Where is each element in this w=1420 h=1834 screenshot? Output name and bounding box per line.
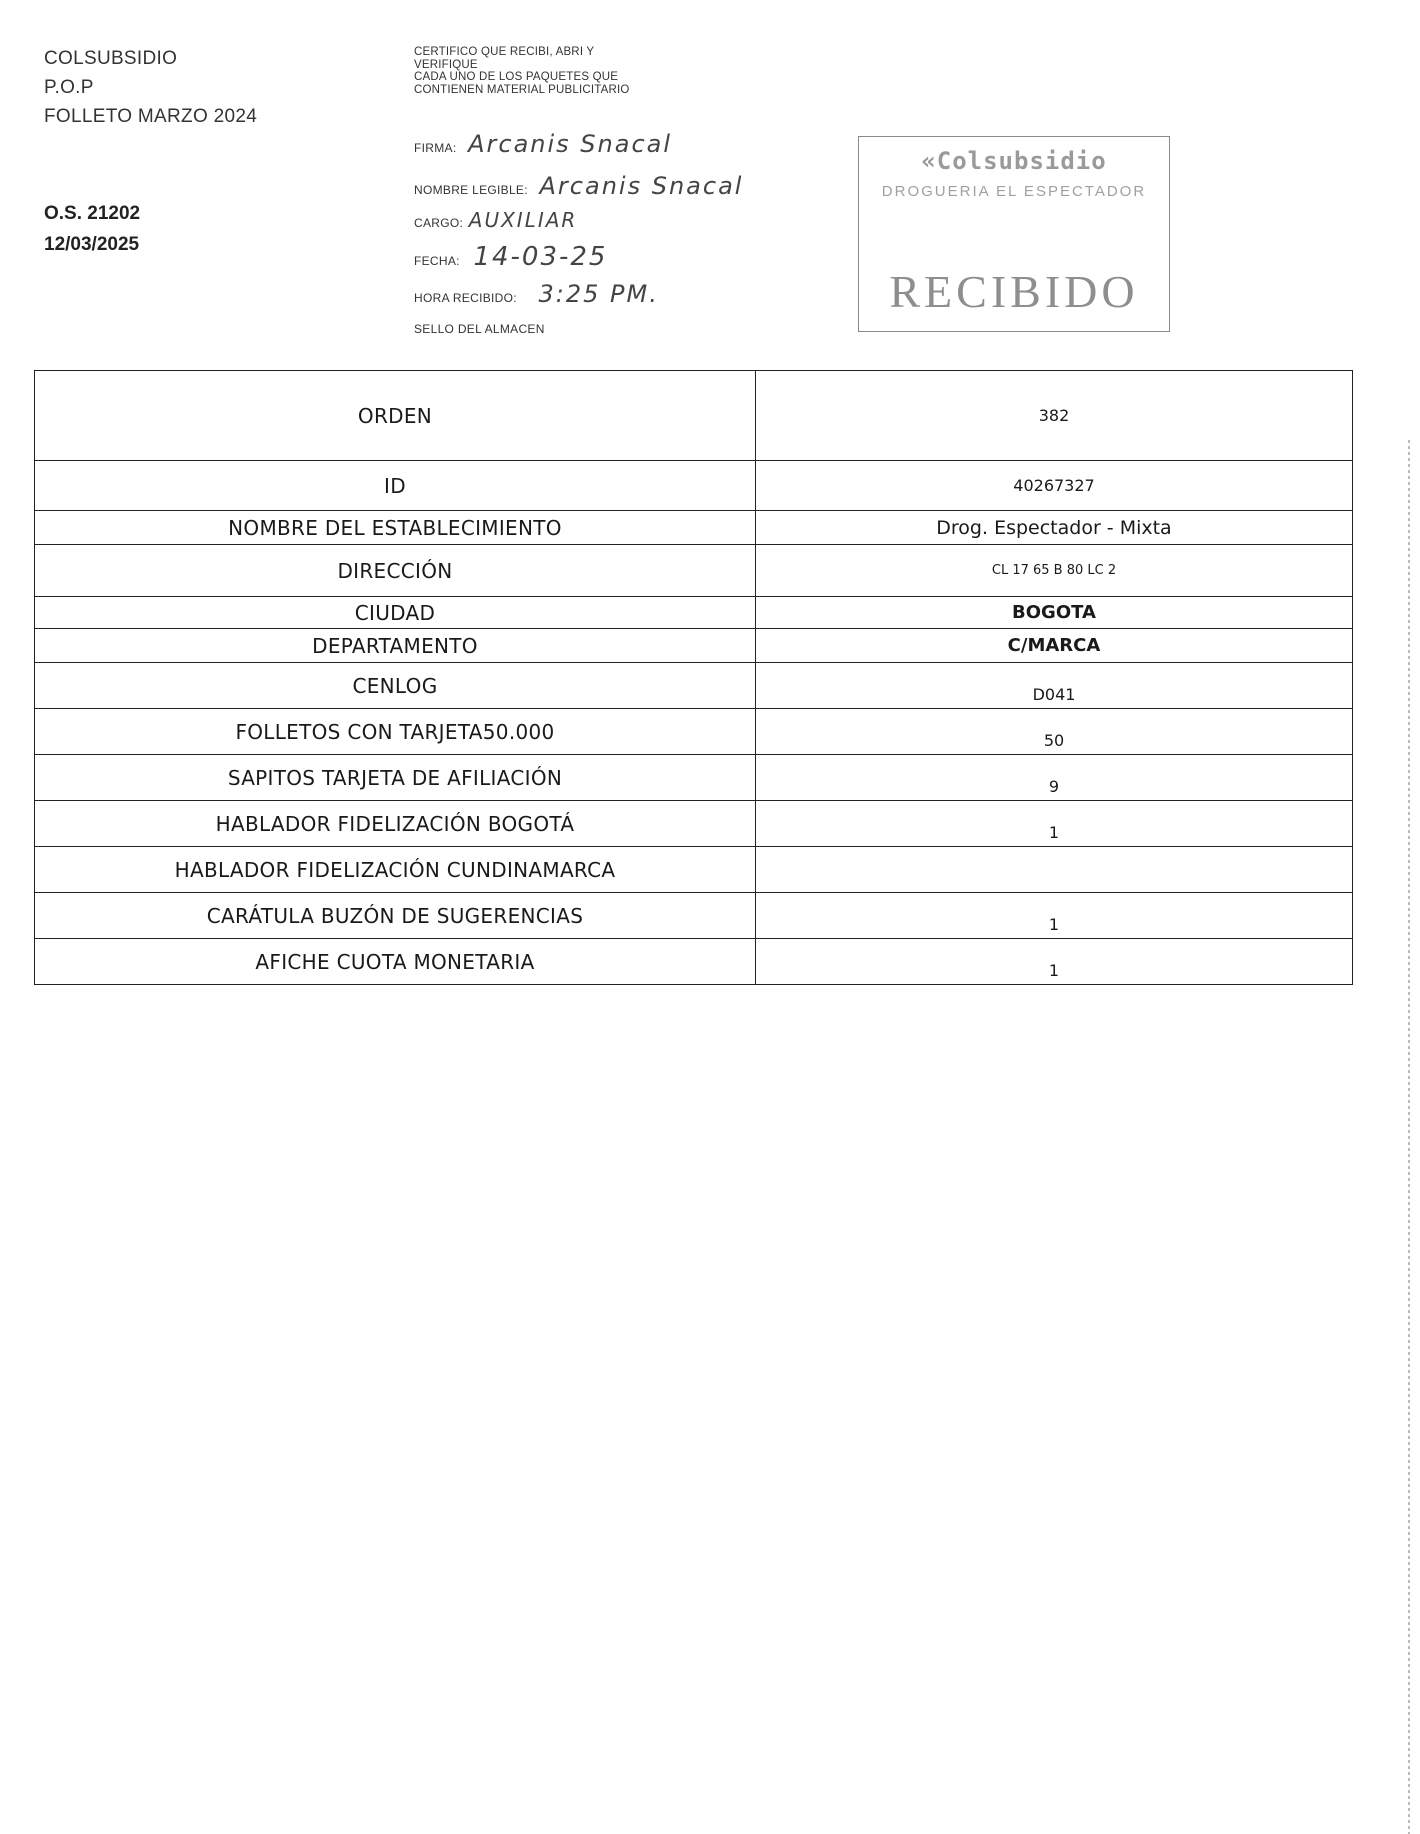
stamp-received: RECIBIDO	[889, 266, 1139, 317]
header-folleto: FOLLETO MARZO 2024	[44, 106, 258, 127]
colsubsidio-logo-icon: «	[921, 147, 937, 175]
company-name: COLSUBSIDIO	[44, 48, 178, 69]
os-date: 12/03/2025	[44, 234, 140, 255]
hora-row	[414, 280, 659, 308]
table-row	[35, 847, 1353, 893]
table-row	[35, 709, 1353, 755]
hora-value: 3:25 PM.	[538, 280, 659, 308]
row-label: AFICHE CUOTA MONETARIA	[35, 939, 756, 985]
stamp-subtitle: DROGUERIA EL ESPECTADOR	[881, 183, 1147, 200]
table-row	[35, 755, 1353, 801]
firma-row	[414, 130, 672, 158]
received-stamp	[858, 136, 1170, 332]
firma-label: FIRMA:	[414, 141, 457, 155]
fecha-row	[414, 242, 607, 272]
firma-signature: Arcanis Snacal	[468, 130, 673, 158]
nombre-row	[414, 172, 743, 200]
row-value: 1	[756, 893, 1353, 939]
row-label: SAPITOS TARJETA DE AFILIACIÓN	[35, 755, 756, 801]
table-row	[35, 371, 1353, 461]
row-value: 40267327	[756, 461, 1353, 511]
stamp-brand-text: Colsubsidio	[936, 147, 1107, 175]
row-label: CIUDAD	[35, 597, 756, 629]
fecha-value: 14-03-25	[473, 242, 608, 272]
row-label: CARÁTULA BUZÓN DE SUGERENCIAS	[35, 893, 756, 939]
row-label: CENLOG	[35, 663, 756, 709]
header-pop: P.O.P	[44, 77, 94, 98]
row-value: C/MARCA	[756, 629, 1353, 663]
row-value: D041	[756, 663, 1353, 709]
row-label: ID	[35, 461, 756, 511]
row-label: DIRECCIÓN	[35, 545, 756, 597]
delivery-table	[34, 370, 1352, 985]
nombre-value: Arcanis Snacal	[539, 172, 744, 200]
table-row	[35, 629, 1353, 663]
table-row	[35, 893, 1353, 939]
table-row	[35, 545, 1353, 597]
row-value: Drog. Espectador - Mixta	[756, 511, 1353, 545]
cert-text-line: CADA UNO DE LOS PAQUETES QUE	[414, 71, 619, 83]
nombre-label: NOMBRE LEGIBLE:	[414, 183, 528, 197]
table-row	[35, 511, 1353, 545]
row-value	[756, 847, 1353, 893]
row-value: 9	[756, 755, 1353, 801]
row-label: DEPARTAMENTO	[35, 629, 756, 663]
table-row	[35, 461, 1353, 511]
row-value: 1	[756, 939, 1353, 985]
row-value: 382	[756, 371, 1353, 461]
row-label: FOLLETOS CON TARJETA50.000	[35, 709, 756, 755]
cargo-value: AUXILIAR	[468, 208, 578, 232]
hora-label: HORA RECIBIDO:	[414, 291, 517, 305]
table-row	[35, 597, 1353, 629]
row-label: NOMBRE DEL ESTABLECIMIENTO	[35, 511, 756, 545]
cert-text-line: VERIFIQUE	[414, 58, 478, 71]
row-value: BOGOTA	[756, 597, 1353, 629]
row-value: CL 17 65 B 80 LC 2	[756, 545, 1353, 597]
cargo-row	[414, 208, 577, 232]
stamp-brand	[859, 147, 1169, 175]
row-value: 50	[756, 709, 1353, 755]
row-label: HABLADOR FIDELIZACIÓN CUNDINAMARCA	[35, 847, 756, 893]
row-value: 1	[756, 801, 1353, 847]
table-row	[35, 663, 1353, 709]
os-number: O.S. 21202	[44, 203, 141, 224]
fecha-label: FECHA:	[414, 254, 460, 268]
row-label: ORDEN	[35, 371, 756, 461]
cert-text-line: CERTIFICO QUE RECIBI, ABRI Y	[414, 46, 595, 58]
certificate-block	[414, 46, 814, 336]
sello-label: SELLO DEL ALMACEN	[414, 322, 545, 336]
row-label: HABLADOR FIDELIZACIÓN BOGOTÁ	[35, 801, 756, 847]
cargo-label: CARGO:	[414, 216, 464, 230]
table-row	[35, 939, 1353, 985]
scan-edge-line	[1408, 440, 1410, 1834]
left-header	[44, 44, 257, 131]
order-info	[44, 198, 140, 260]
table-row	[35, 801, 1353, 847]
certificate-text	[414, 46, 814, 96]
cert-text-line: CONTIENEN MATERIAL PUBLICITARIO	[414, 83, 630, 96]
